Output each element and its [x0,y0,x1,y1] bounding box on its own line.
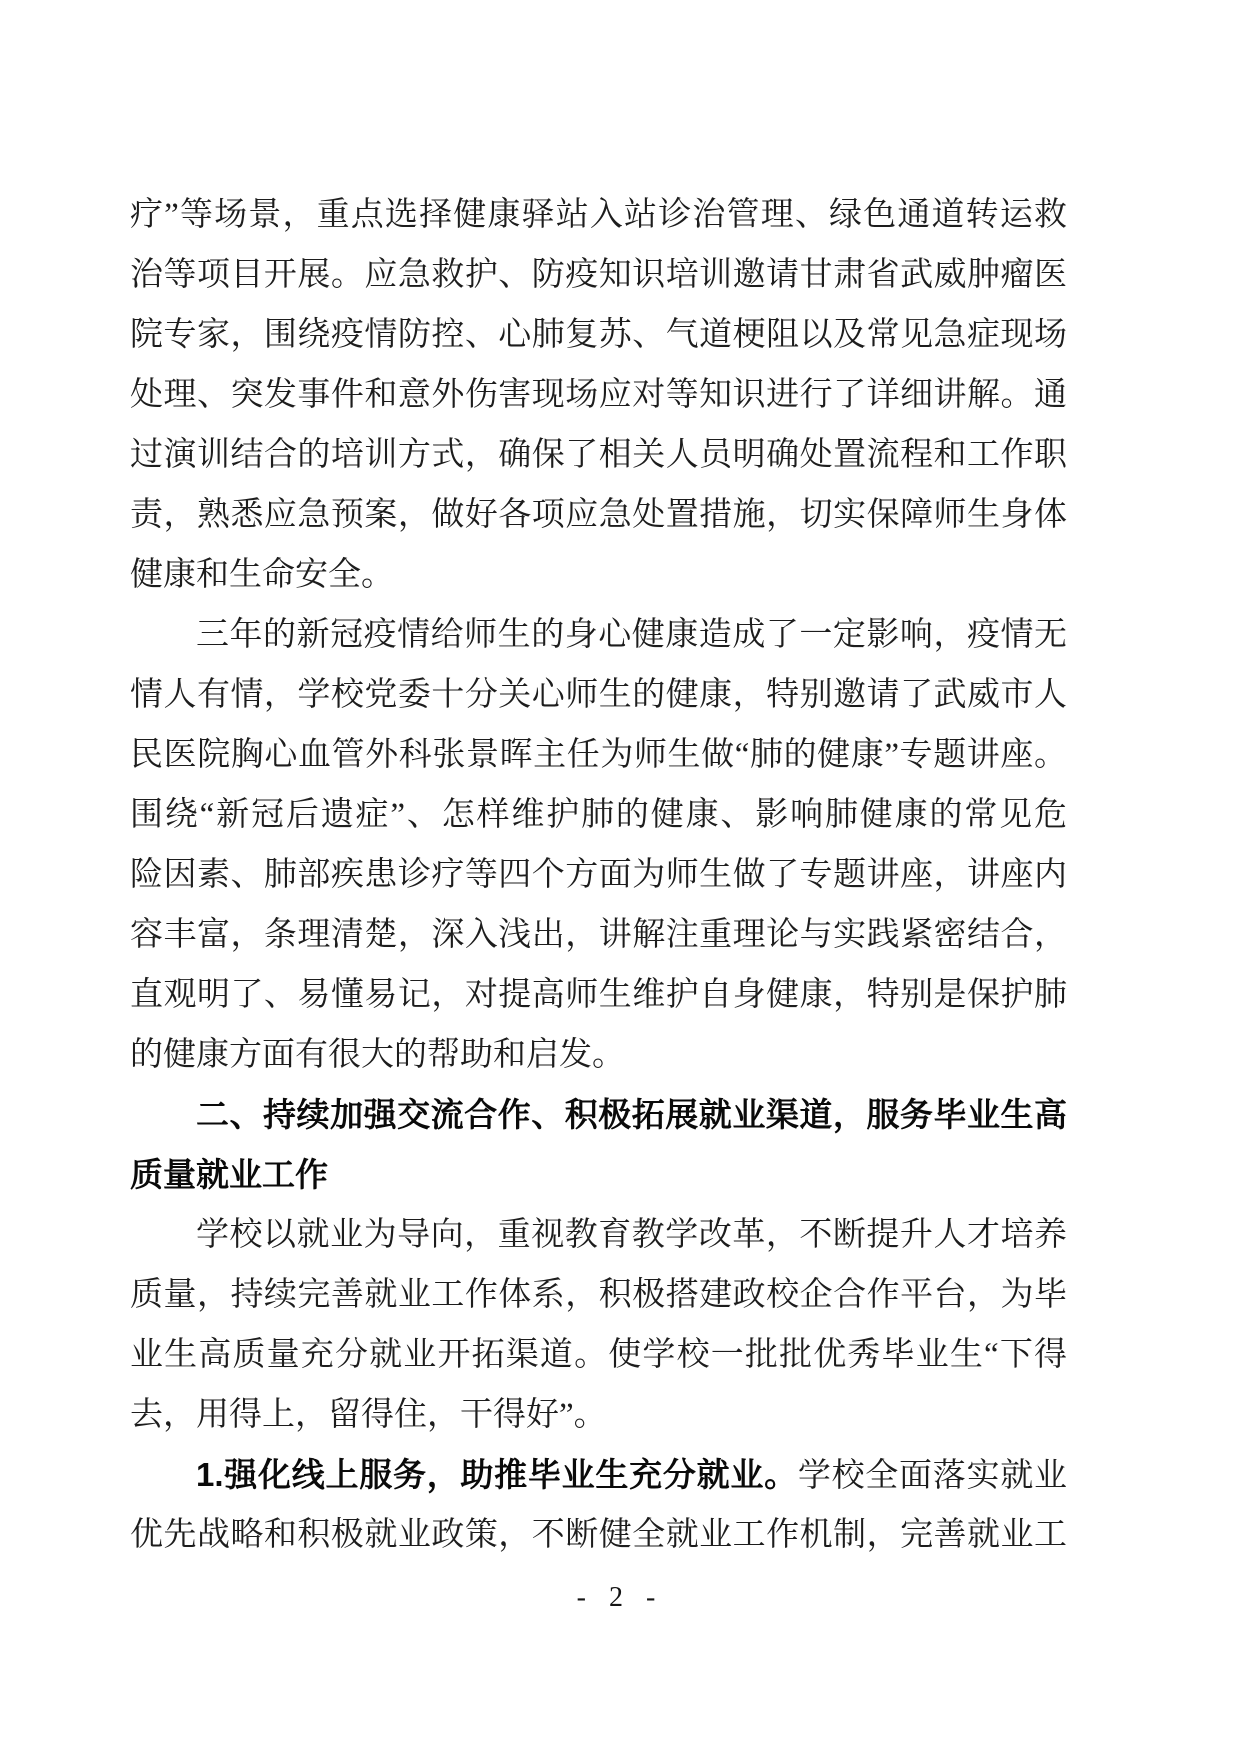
text-line: 质量，持续完善就业工作体系，积极搭建政校企合作平台，为毕 [130,1277,1067,1313]
text-line: 情人有情，学校党委十分关心师生的健康，特别邀请了武威市人 [130,677,1067,713]
inline-subheading: 1.强化线上服务，助推毕业生充分就业。 [196,1456,798,1493]
text-line: 民医院胸心血管外科张景晖主任为师生做“肺的健康”专题讲座。 [130,737,1067,773]
section-heading-line: 二、持续加强交流合作、积极拓展就业渠道，服务毕业生高 [196,1096,1067,1133]
paragraph-start-line [130,1445,1067,1505]
text-line: 的健康方面有很大的帮助和启发。 [130,1037,625,1073]
text-line: 容丰富，条理清楚，深入浅出，讲解注重理论与实践紧密结合， [130,917,1067,953]
text-line: 健康和生命安全。 [130,557,394,593]
text-line: 院专家，围绕疫情防控、心肺复苏、气道梗阻以及常见急症现场 [130,317,1067,353]
document-text-block [130,185,1067,1565]
text-line: 围绕“新冠后遗症”、怎样维护肺的健康、影响肺健康的常见危 [130,797,1067,833]
paragraph-start-line: 学校以就业为导向，重视教育教学改革，不断提升人才培养 [196,1217,1067,1253]
text-line: 险因素、肺部疾患诊疗等四个方面为师生做了专题讲座，讲座内 [130,857,1067,893]
inline-body-text: 学校全面落实就业 [797,1458,1067,1494]
text-line: 治等项目开展。应急救护、防疫知识培训邀请甘肃省武威肿瘤医 [130,257,1067,293]
text-line: 优先战略和积极就业政策，不断健全就业工作机制，完善就业工 [130,1517,1067,1553]
text-line: 业生高质量充分就业开拓渠道。使学校一批批优秀毕业生“下得 [130,1337,1067,1373]
text-line: 直观明了、易懂易记，对提高师生维护自身健康，特别是保护肺 [130,977,1067,1013]
page-number: - 2 - [576,1582,664,1613]
text-line: 处理、突发事件和意外伤害现场应对等知识进行了详细讲解。通 [130,377,1067,413]
text-line: 疗”等场景，重点选择健康驿站入站诊治管理、绿色通道转运救 [130,197,1067,233]
text-line: 去，用得上，留得住，干得好”。 [130,1397,607,1433]
text-line: 过演训结合的培训方式，确保了相关人员明确处置流程和工作职 [130,437,1067,473]
section-heading-line: 质量就业工作 [130,1156,328,1193]
text-line: 责，熟悉应急预案，做好各项应急处置措施，切实保障师生身体 [130,497,1067,533]
paragraph-start-line: 三年的新冠疫情给师生的身心健康造成了一定影响，疫情无 [196,617,1067,653]
